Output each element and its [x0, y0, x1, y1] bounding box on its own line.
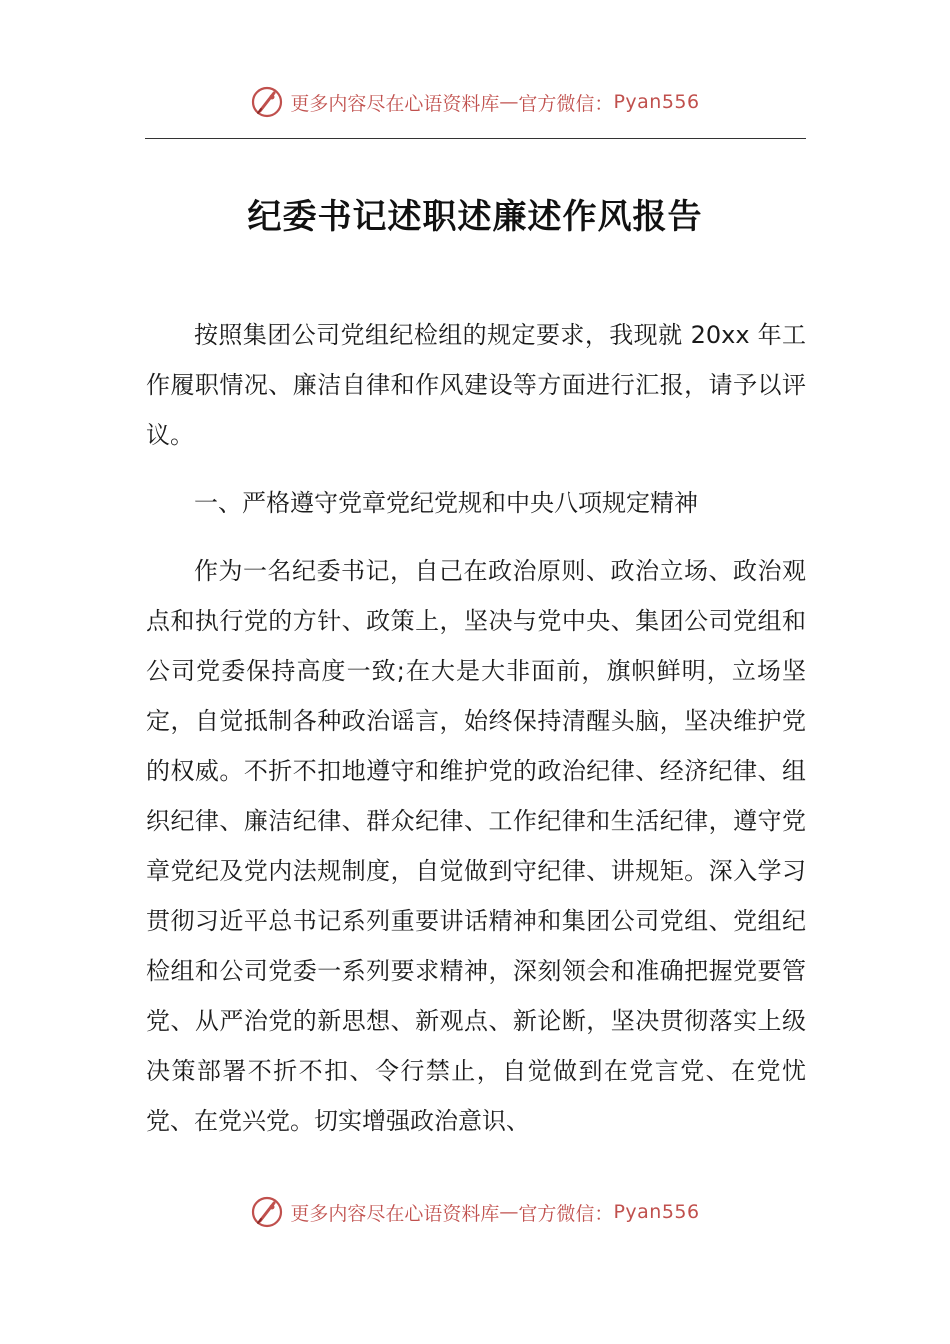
- banner-wechat-id: Pyan556: [613, 91, 700, 113]
- header-divider: [145, 138, 806, 139]
- banner-wechat-id: Pyan556: [613, 1201, 700, 1223]
- banner-separator: —: [499, 1201, 519, 1223]
- document-title: 纪委书记述职述廉述作风报告: [247, 196, 703, 237]
- banner-separator: —: [499, 91, 519, 113]
- banner-wechat-label: 官方微信：: [518, 92, 614, 115]
- footer-banner: [0, 1192, 950, 1232]
- banner-wechat-label: 官方微信：: [518, 1202, 614, 1225]
- paragraph-intro: 按照集团公司党组纪检组的规定要求，我现就 20xx 年工作履职情况、廉洁自律和作风建设等方面进行汇报，请予以评议。: [146, 321, 806, 449]
- document-body: [146, 310, 806, 1164]
- pen-circle-logo-icon: [250, 85, 284, 119]
- paragraph-section-1: 作为一名纪委书记，自己在政治原则、政治立场、政治观点和执行党的方针、政策上，坚决与党中央、集团公司党组和公司党委保持高度一致;在大是大非面前，旗帜鲜明，立场坚定，自觉抵制各种政治谣言，始终保持清醒头脑，坚决维护党的权威。不折不扣地遵守和维护党的政治纪律、经济纪律、组织纪律、廉洁纪律、群众纪律、工作纪律和生活纪律，遵守党章党纪及党内法规制度，自觉做到守纪律、讲规矩。深入学习贯彻习近平总书记系列重要讲话精神和集团公司党组、党组纪检组和公司党委一系列要求精神，深刻领会和准确把握党要管党、从严治党的新思想、新观点、新论断，坚决贯彻落实上级决策部署不折不扣、令行禁止，自觉做到在党言党、在党忧党、在党兴党。切实增强政治意识、: [146, 557, 806, 1135]
- header-banner: [0, 82, 950, 122]
- banner-text: 更多内容尽在心语资料库: [290, 1202, 500, 1225]
- section-heading-1: 一、严格遵守党章党纪党规和中央八项规定精神: [194, 489, 698, 517]
- banner-text: 更多内容尽在心语资料库: [290, 92, 500, 115]
- pen-circle-logo-icon: [250, 1195, 284, 1229]
